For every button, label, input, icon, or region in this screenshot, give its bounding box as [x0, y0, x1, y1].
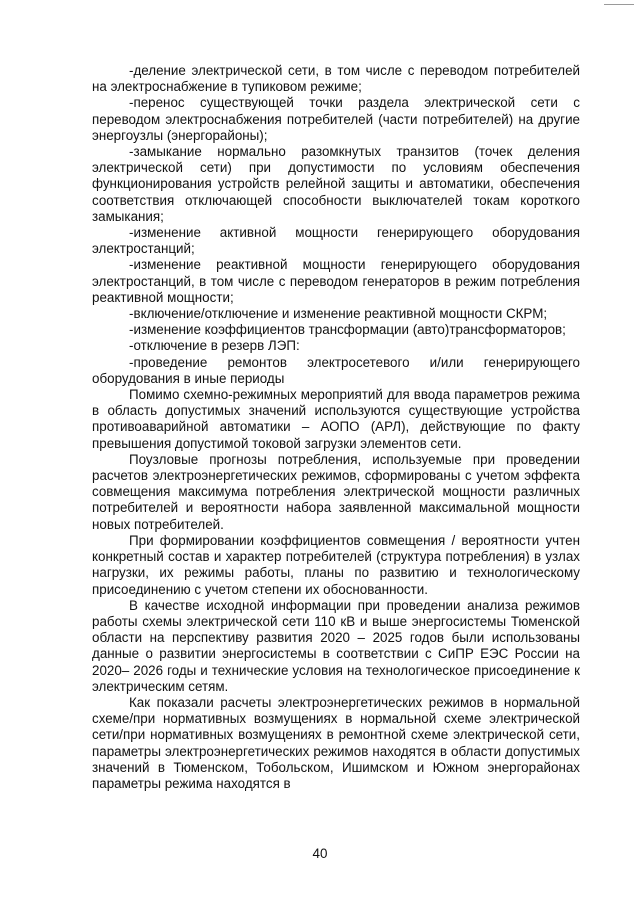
list-item-reactive-power: -изменение реактивной мощности генерирующего оборудования электростанций, в том числе с переводом генераторов в режим потребления реактивной мощности;	[92, 257, 580, 305]
paragraph-coincidence-factors: При формировании коэффициентов совмещения / вероятности учтен конкретный состав и характер потребителей (структура потребления) в узлах нагрузки, их режимы работы, планы по развитию и технологическому присоединению с учетом степени их обоснованности.	[92, 532, 580, 597]
paragraph-source-data: В качестве исходной информации при проведении анализа режимов работы схемы электрической сети 110 кВ и выше энергосистемы Тюменской области на перспективу развития 2020 – 2025 годов были использованы данные о развитии энергосистемы в соответствии с СиПР ЕЭС России на 2020– 2026 годы и технические условия на технологическое присоединение к электрическим сетям.	[92, 597, 580, 694]
corner-scan-mark	[604, 0, 634, 5]
list-item-skrm: -включение/отключение и изменение реактивной мощности СКРМ;	[129, 306, 548, 322]
list-item-split-point-transfer: -перенос существующей точки раздела электрической сети с переводом электроснабжения потребителей (части потребителей) на другие энергоузлы (энергорайоны);	[92, 95, 580, 143]
page-number: 40	[312, 846, 328, 861]
list-item-repairs: -проведение ремонтов электросетевого и/или генерирующего оборудования в иные периоды	[92, 354, 580, 386]
paragraph-consumption-forecasts: Поузловые прогнозы потребления, используемые при проведении расчетов электроэнергетических режимов, сформированы с учетом эффекта совмещения максимума потребления электрической мощности различных потребителей и вероятности набора заявленной максимальной мощности новых потребителей.	[92, 451, 580, 532]
list-item-transit-closing: -замыкание нормально разомкнутых транзитов (точек деления электрической сети) при допустимости по условиям обеспечения функционирования устройств релейной защиты и автоматики, обеспечения соответствия отключающей способности выключателей токам короткого замыкания;	[92, 144, 580, 224]
paragraph-calculation-results: Как показали расчеты электроэнергетических режимов в нормальной схеме/при нормативных возмущениях в нормальной схеме электрической сети/при нормативных возмущениях в ремонтной схеме электрической сети, параметры электроэнергетических режимов находятся в области допустимых значений в Тюменском, Тобольском, Ишимском и Южном энергорайонах параметры режима находятся в	[92, 694, 580, 791]
list-item-network-division: -деление электрической сети, в том числе с переводом потребителей на электроснабжение в тупиковом режиме;	[92, 63, 580, 95]
paragraph-emergency-automation: Помимо схемно-режимных мероприятий для ввода параметров режима в область допустимых значений используются существующие устройства противоаварийной автоматики – АОПО (АРЛ), действующие по факту превышения допустимой токовой загрузки элементов сети.	[92, 387, 580, 451]
list-item-line-reserve: -отключение в резерв ЛЭП:	[129, 338, 300, 354]
list-item-active-power: -изменение активной мощности генерирующего оборудования электростанций;	[92, 225, 580, 257]
list-item-transformation-ratio: -изменение коэффициентов трансформации (авто)трансформаторов;	[129, 322, 566, 338]
body-text	[92, 63, 580, 792]
